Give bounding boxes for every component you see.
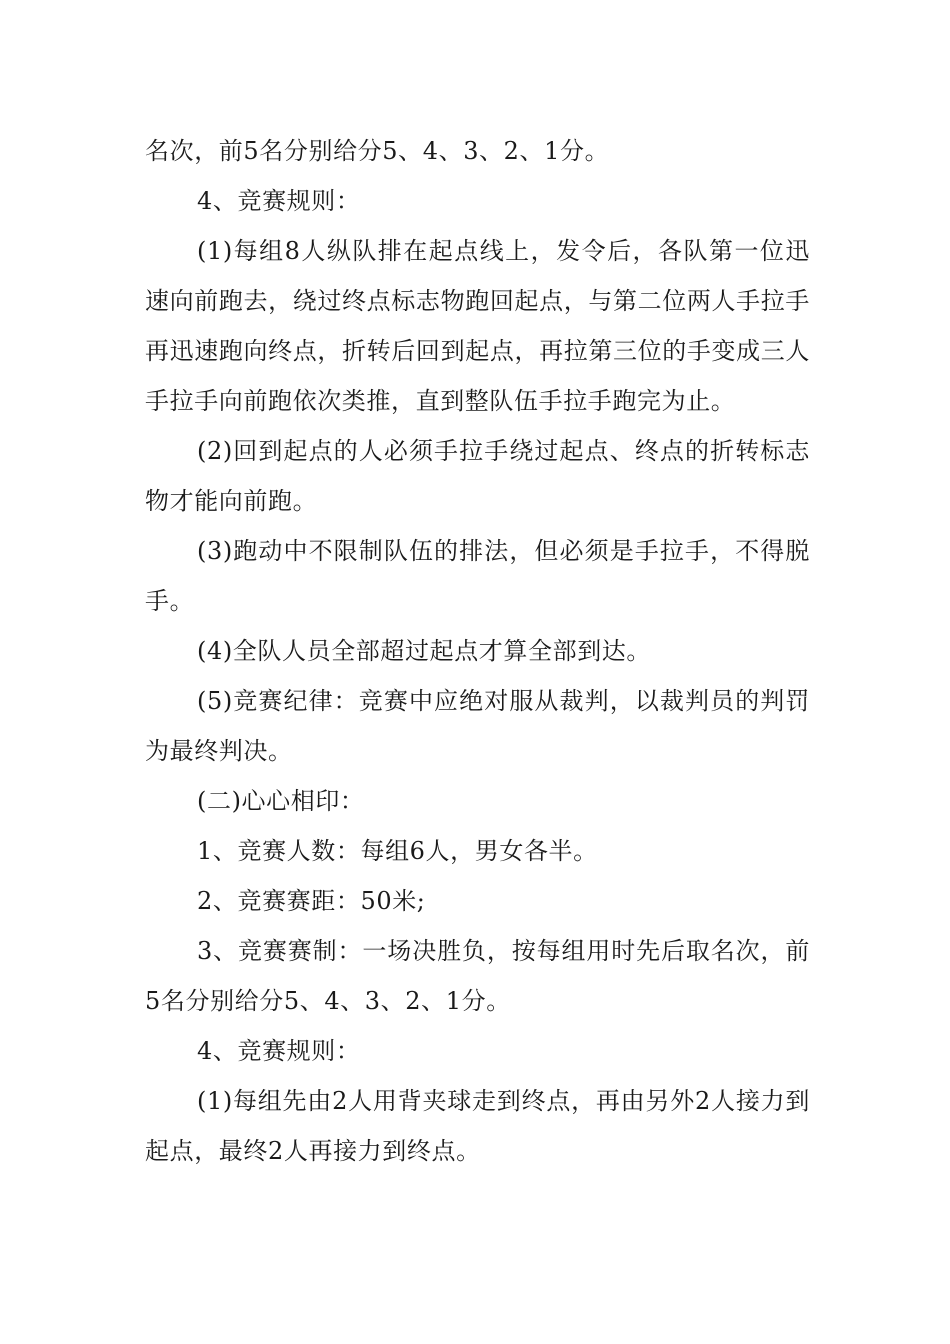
paragraph-rule-1-3: (3)跑动中不限制队伍的排法，但必须是手拉手，不得脱手。 <box>145 537 810 615</box>
paragraph-rule-1-5: (5)竞赛纪律：竞赛中应绝对服从裁判，以裁判员的判罚为最终判决。 <box>145 687 810 765</box>
paragraph-rules-heading-1: 4、竞赛规则： <box>197 187 361 215</box>
paragraph-rules-heading-2: 4、竞赛规则： <box>197 1037 361 1065</box>
section-heading-xinxin-xiangyin: (二)心心相印： <box>197 787 365 815</box>
paragraph-rule-1-2: (2)回到起点的人必须手拉手绕过起点、终点的折转标志物才能向前跑。 <box>145 437 810 515</box>
paragraph-participants: 1、竞赛人数：每组6人，男女各半。 <box>197 837 598 865</box>
document-body <box>145 126 810 1176</box>
paragraph-rule-1-1: (1)每组8人纵队排在起点线上，发令后，各队第一位迅速向前跑去，绕过终点标志物跑回起点，与第二位两人手拉手再迅速跑向终点，折转后回到起点，再拉第三位的手变成三人手拉手向前跑依次类推，直到整队伍手拉手跑完为止。 <box>145 237 810 415</box>
paragraph-ranking-scores-end: 名次，前5名分别给分5、4、3、2、1分。 <box>145 137 610 165</box>
paragraph-rule-1-4: (4)全队人员全部超过起点才算全部到达。 <box>197 637 651 665</box>
paragraph-format: 3、竞赛赛制：一场决胜负，按每组用时先后取名次，前5名分别给分5、4、3、2、1分。 <box>145 937 810 1015</box>
paragraph-distance: 2、竞赛赛距：50米; <box>197 887 426 915</box>
paragraph-rule-2-1: (1)每组先由2人用背夹球走到终点，再由另外2人接力到起点，最终2人再接力到终点。 <box>145 1087 810 1165</box>
